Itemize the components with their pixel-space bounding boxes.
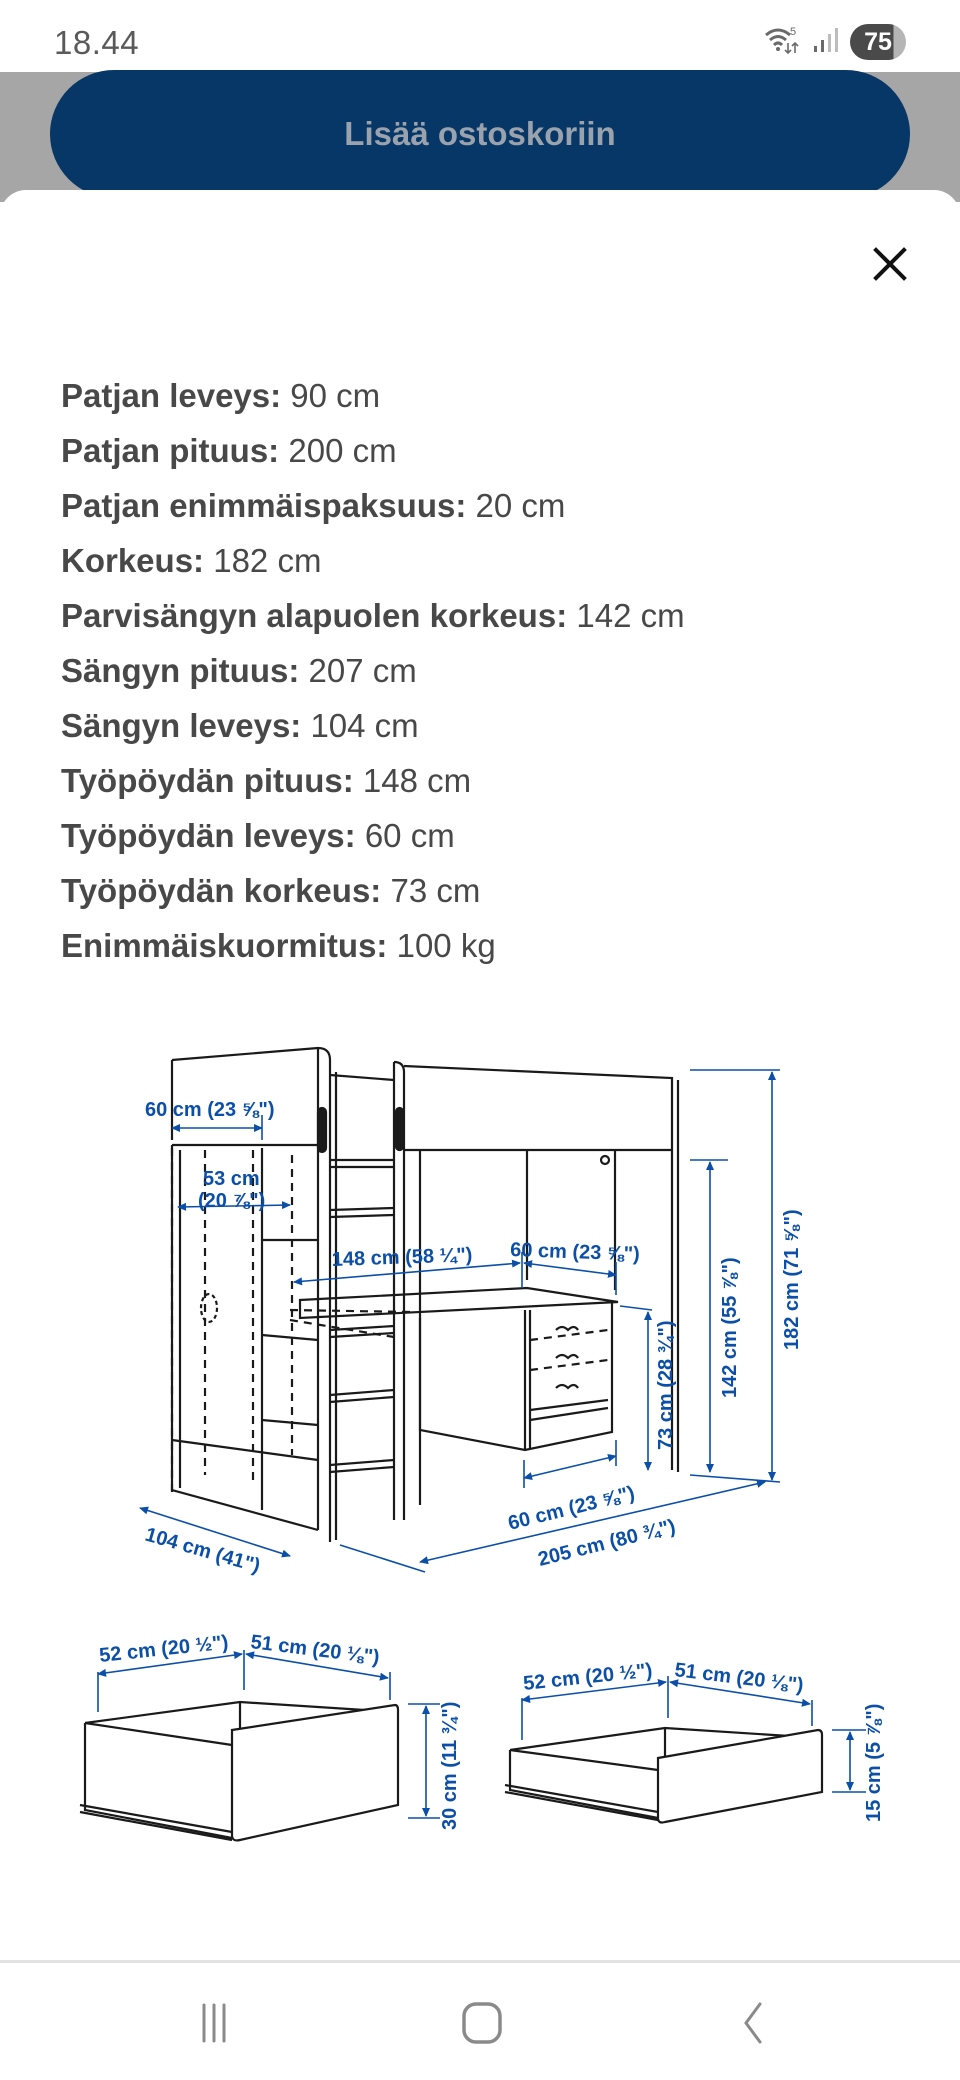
spec-row: Työpöydän korkeus: 73 cm: [61, 872, 481, 909]
dim-desk-height: 73 cm (28 ¾"): [655, 1320, 677, 1450]
dim-wardrobe-width: 60 cm (23 ⅝"): [145, 1099, 275, 1121]
svg-text:5: 5: [790, 25, 797, 38]
spec-row: Patjan enimmäispaksuus: 20 cm: [61, 487, 566, 524]
spec-row: Työpöydän pituus: 148 cm: [61, 762, 472, 799]
spec-row: Korkeus: 182 cm: [61, 542, 322, 579]
dim-drawer-large-depth: 51 cm (20 ⅛"): [249, 1631, 381, 1669]
backdrop-overlay[interactable]: [0, 72, 960, 202]
spec-row: Työpöydän leveys: 60 cm: [61, 817, 455, 854]
status-bar: [0, 0, 960, 72]
wifi-icon: [762, 25, 802, 60]
battery-icon: 75: [850, 24, 906, 60]
dim-desk-depth-top: 60 cm (23 ⅝"): [509, 1239, 641, 1266]
spec-row: Patjan leveys: 90 cm: [61, 377, 381, 414]
back-icon: [732, 2001, 772, 2045]
status-icons: [762, 24, 906, 60]
home-button[interactable]: [452, 1993, 512, 2053]
dim-drawer-small-height: 15 cm (5 ⅞"): [863, 1703, 885, 1822]
recent-apps-icon: [194, 2003, 234, 2043]
spec-row: Parvisängyn alapuolen korkeus: 142 cm: [61, 597, 685, 634]
spec-row: Enimmäiskuormitus: 100 kg: [61, 927, 496, 964]
back-button[interactable]: [722, 1993, 782, 2053]
dim-wardrobe-inner-in: (20 ⅞"): [198, 1190, 266, 1212]
recent-apps-button[interactable]: [184, 1993, 244, 2053]
close-button[interactable]: [860, 234, 920, 294]
dim-desk-length: 148 cm (58 ¼"): [331, 1244, 473, 1271]
dim-drawer-large-height: 30 cm (11 ¾"): [439, 1701, 461, 1830]
spec-row: Sängyn leveys: 104 cm: [61, 707, 419, 744]
dim-desk-depth-bottom: 60 cm (23 ⅝"): [505, 1482, 637, 1535]
status-time: 18.44: [54, 24, 140, 61]
add-to-cart-button[interactable]: Lisää ostoskoriin: [50, 70, 910, 198]
dim-drawer-small-width: 52 cm (20 ½"): [522, 1659, 654, 1695]
dimensions-sheet: [0, 190, 960, 1960]
dim-drawer-large-width: 52 cm (20 ½"): [98, 1631, 230, 1667]
signal-icon: [812, 26, 840, 59]
dim-drawer-small-depth: 51 cm (20 ⅛"): [673, 1659, 805, 1697]
dim-bed-length: 205 cm (80 ¾"): [535, 1515, 678, 1571]
dim-under-bed-height: 142 cm (55 ⅞"): [719, 1257, 741, 1398]
spec-row: Patjan pituus: 200 cm: [61, 432, 397, 469]
dim-total-height: 182 cm (71 ⅝"): [781, 1209, 803, 1350]
dim-wardrobe-inner: 53 cm: [203, 1168, 260, 1190]
specs-list: [61, 368, 685, 973]
spec-row: Sängyn pituus: 207 cm: [61, 652, 417, 689]
system-nav-bar: [0, 1960, 960, 2080]
home-icon: [460, 2001, 504, 2045]
close-icon: [873, 247, 907, 281]
dim-bed-width: 104 cm (41"): [142, 1523, 263, 1578]
